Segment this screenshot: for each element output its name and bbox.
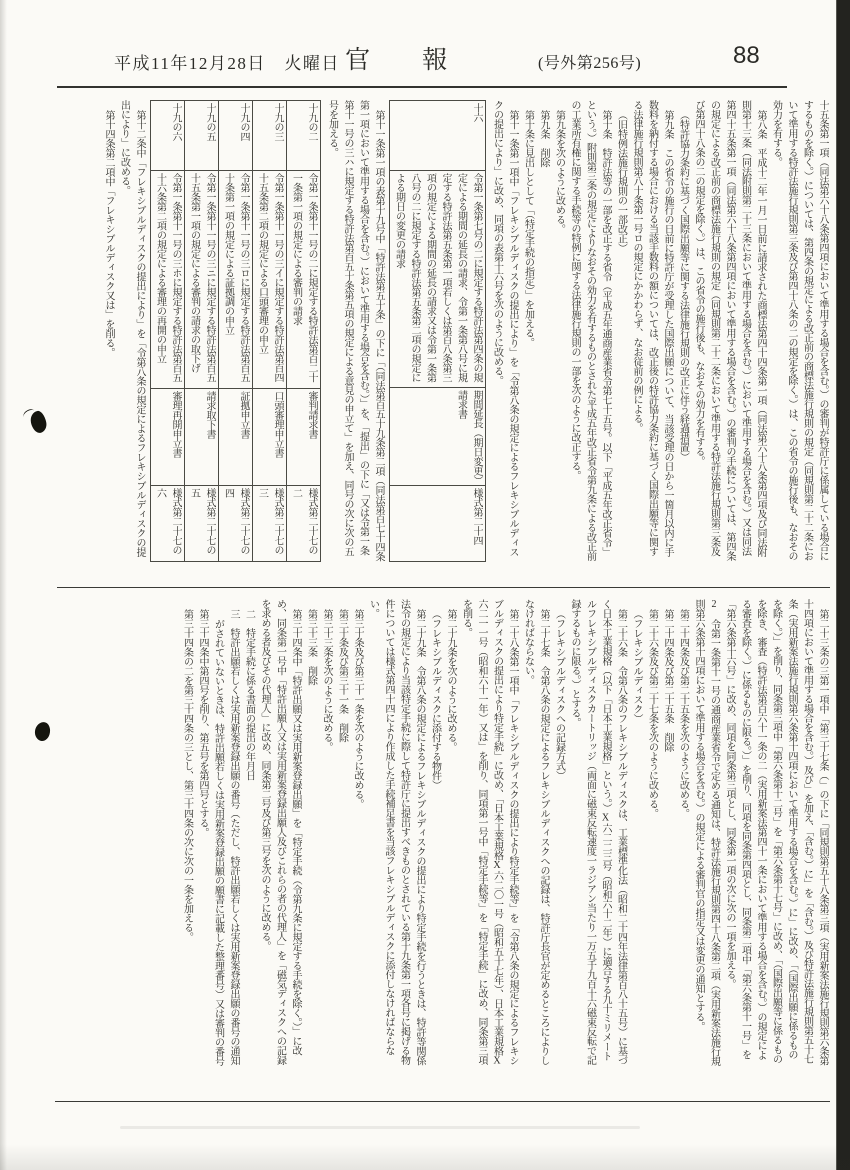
paragraph: 第二十三条の三第一項中「第三十七条（」の下に「同規則第五十八条第三項（実用新案法施行規則第六条第十四項において準用する場合を含む。）及び」を加え、「含む。）に」を「含む。）及び特許法施行規則第五十七条（実用新案法施行規則第六条第十四項において準用する場合を含む。）に」に改め、「（国際出願に係るものを除く。）」を削り、同条第三項中「第六条第十二号」を「第六条第十七号」に改め、「（国際出願等に係るものを除き、審査（特許法第百六十一条の二（実用新案法第四十一条において準用する場合を含む。）の規定による審査を除く。）に係るものに限る。）」を削り、同項を同条第四項とし、同条第二項中「第六条第十一号」を「第六条第十六号」に改め、同項を同条第三項とし、同条第一項の次に次の一項を加える。 [724,599,828,1065]
ink-blot-lower [34,721,51,742]
paragraph: 三 特許出願若しくは実用新案登録出願の番号（ただし、特許出願若しくは実用新案登録出願の番号の通知がされていないときは、特許出願若しくは実用新案登録出願の願書に記載した整理番号）又は審判の番号 [212,609,239,1066]
paragraph: （フレキシブルディスクに添付する物件） [429,609,441,790]
cell-no: 十九の二 [287,101,321,171]
paragraph: 第三十三条 削除 [305,609,317,685]
scan-edge-right [836,0,850,1170]
paragraph: 2 令第一条第十一号の通商産業省令で定める通知は、特許法施行規則第四十八条第二項（実用新案法施行規則第六条第十四項において準用する場合を含む。）の規定による審判官の指定又は変更の通知とする。 [693,599,720,1066]
paragraph: 第三十条及び第三十一条を次のように改める。 [352,609,363,809]
paragraph: （フレキシブルディスク） [631,609,642,723]
paragraph: 第三十四条中「特許出願又は実用新案登録出願」を「特定手続（令第九条に規定する手続を除く。）」に改め、同条第一号中「特許出願人又は実用新案登録出願人及びこれらの者の代理人」を「磁気ディスクへの記録を求める者及びその代理人」に改め、同条第二号及び第三号を次のように改める。 [259,599,301,1065]
table-row [185,101,219,562]
bottom-rule [55,1101,830,1102]
gazette-title: 官報 [345,47,500,74]
table-row [219,101,253,562]
paragraph: 第十一条第一項の表第十九号中「特許法第五十条」の下に「（同法第百五十九条第二項（同法第百七十四条第一項において準用する場合を含む。）において準用する場合を含む。）」を、「提出」の下に「又は令第一条第十一号の三ハに規定する特許法第百五十条第五項の規定による意見の申立て」を加え、同号の次に次の五号を加える。 [326,100,384,561]
paragraph: 第十一条第一項中「フレキシブルディスクの提出により」を「令第八条の規定によるフレキシブルディスクの提出により」に改め、同項の表第十六号を次のように改める。 [491,100,518,557]
cell-no: 十九の五 [185,101,219,171]
paragraph: 第十四条第二項中「フレキシブルディスク又は」を削る。 [103,110,114,357]
cell-form: 様式第二十七の六 [151,486,185,562]
paragraph: 第十二条中「フレキシブルディスクの提出により」を「令第八条の規定によるフレキシブルディスクの提出により」に改める。 [118,100,145,557]
paragraph: 第八条 平成十二年一月一日前に請求された商標法第四十四条第一項（同法第六十八条第四項及び同法附則第十三条（同法附則第二十三条において準用する場合を含む。）において準用する場合を含む。）又は同法第四十五条第一項（同法第六十八条第四項において準用する場合を含む。）の審判の手続については、第四条の規定による改正前の商標法施行規則の規定（同規則第二十二条において準用する特許法施行規則第三条及び第四十八条の二の規定を除く。）は、この省令の施行後も、なおその効力を有する。 [693,100,766,561]
paragraph: 第二十九条を次のように改める。 [445,609,456,752]
cell-no: 十九の三 [253,101,287,171]
forms-table [150,100,321,562]
paragraph: 第二十九条 令第八条の規定によるフレキシブルディスクの提出により特定手続を行うときは、特許等関係法令の規定により当該特定手続に際して特許庁に提出すべきものとされている第十九条第一項各号に掲げる物件については様式第四十四により作成した手続補足書を当該フレキシブルディスクに添付しなければならない。 [367,599,425,1065]
issue-number: (号外第256号) [538,55,642,72]
block-separator-rule [57,587,830,588]
table-row [390,101,486,562]
paragraph: 第二十八条第一項中「フレキシブルディスクの提出により特定手続等」を「令第八条の規定によるフレキシブルディスクの提出により特定手続」に改め、「日本工業規格X六二〇一号（昭和五十七年）、日本工業規格X六二一一号（昭和六十一年）又は」を削り、同項第一号中「特定手続等」を「特定手続」に改め、同条第三項を削る。 [460,599,518,1066]
paragraph: （特許協力条約に基づく国際出願等に関する法律施行規則の改正に伴う経過措置） [677,110,689,462]
cell-no: 十六 [390,101,486,171]
header-date: 平成11年12月28日 火曜日 [114,54,340,73]
paragraph: （旧特例法施行規則の一部改正） [615,110,627,253]
paragraph: 第十条 特許法等の一部を改正する省令（平成五年通商産業省令第七十五号。以下「平成五年改正省令」という。）附則第三条の規定によりなおその効力を有するものとされた平成五年改正省令第九条による改正前の工業所有権に関する手続等の特例に関する法律施行規則の一部を次のように改正する。 [569,100,611,561]
cell-desc: 令第一条第十一号の三イに規定する特許法第百四十五条第二項の規定による口頭審理の申立 [253,171,287,388]
paragraph: 第三十四条の二を第三十四条の三とし、第三十四条の次に次の一条を加える。 [181,609,193,942]
cell-form: 様式第二十七の三 [253,486,287,562]
cell-desc: 令第一条第七号の二に規定する特許法第四条の規定による期間の延長の請求、令第一条第八号に規定する特許法第五条第一項若しくは第百八条第三項の規定による期間の延長の請求又は令第一条第八号の二に規定する特許法第五条第二項の規定による期日の変更の請求 [390,170,486,387]
cell-doc: 期間延長（期日変更）請求書 [390,388,486,486]
cell-doc: 審判請求書 [287,388,321,486]
header-rule [57,86,787,88]
paragraph: 第二十四条及び第二十五条 削除 [662,609,673,752]
cell-doc: 口頭審理申立書 [253,388,287,486]
paragraph: 二 特定手続に係る書面の提出の年月日 [243,609,255,780]
scan-smudge [120,1126,640,1129]
paragraph: 第二十四条及び第二十五条を次のように改める。 [677,609,689,818]
paragraph: 第九条 削除 [538,110,549,167]
forms-table [389,100,486,562]
cell-form: 様式第二十四 [390,486,486,562]
paragraph: （フレキシブルディスクへの記録方式） [553,609,565,780]
cell-no: 十九の六 [151,101,185,171]
cell-desc: 令第一条第十一号の三ニに規定する特許法第百五十五条第一項の規定による審判の請求の取下げ [185,171,219,388]
scan-edge-left [0,0,7,1170]
cell-doc: 証拠申立書 [219,388,253,486]
cell-no: 十九の四 [219,101,253,171]
table-row [287,101,321,562]
paragraph: 第十条に見出しとして「（特定手続の指定）」を加える。 [522,110,534,347]
lower-text-block [57,599,830,1067]
cell-doc: 審理再開申立書 [151,388,185,486]
paragraph: 第三十四条中第四号を削り、第五号を第四号とする。 [197,609,208,837]
paragraph: 第九条 この省令の施行の日前に特許庁が受理した国際出願について、当該受理の日から一箇月以内に手数料を納付する場合における当該手数料の額については、改正後の特許協力条約に基づく国際出願等に関する法律施行規則第八十条第一号ロの規定にかかわらず、なお従前の例による。 [631,100,673,557]
page-number: 88 [733,42,760,69]
paragraph: 第二十六条及び第二十七条を次のように改める。 [646,609,658,818]
table-row [253,101,287,562]
paragraph: 第二十七条 令第八条の規定によるフレキシブルディスクへの記録は、特許庁長官が定めるところによりしなければならない。 [522,599,549,1065]
paragraph: 第九条を次のように改める。 [553,110,565,234]
paragraph: 十五条第一項（同法第六十八条第四項において準用する場合を含む。）の審判が特許庁に係属している場合にするものを除く。）については、第四条の規定による改正前の商標法施行規則の規定（同規則第二十二条において準用する特許法施行規則第三条及び第四十八条の二の規定を除く。）は、この省令の施行後も、なおその効力を有する。 [770,100,828,561]
paragraph: 第二十六条 令第八条のフレキシブルディスクは、工業標準化法（昭和二十四年法律第百八十五号）に基づく日本工業規格（以下「日本工業規格」という。）X六二二三号（昭和六十二年）に適合する九十ミリメートルフレキシブルディスクカートリッジ（両面に磁束反転速度一ラジアン当たり一万五千九百十六磁束反転で記録するものに限る。）とする。 [569,599,627,1065]
scan-edge-bottom [0,1144,850,1170]
cell-doc: 請求取下書 [185,388,219,486]
table-row [151,101,185,562]
cell-form: 様式第二十七の二 [287,486,321,562]
upper-text-block [57,100,830,562]
ink-blot-upper [29,410,48,435]
cell-form: 様式第二十七の四 [219,486,253,562]
cell-desc: 令第一条第十一号の三ホに規定する特許法第百五十六条第二項の規定による審理の再開の申立 [151,171,185,388]
cell-desc: 令第一条第十一号の二に規定する特許法第百二十一条第一項の規定による審判の請求 [287,171,321,388]
paragraph: 第三十三条を次のように改める。 [321,609,332,752]
cell-desc: 令第一条第十一号の三ロに規定する特許法第百五十条第一項の規定による証拠調の申立 [219,171,253,388]
cell-form: 様式第二十七の五 [185,486,219,562]
paragraph: 第三十条及び第三十一条 削除 [336,609,348,742]
